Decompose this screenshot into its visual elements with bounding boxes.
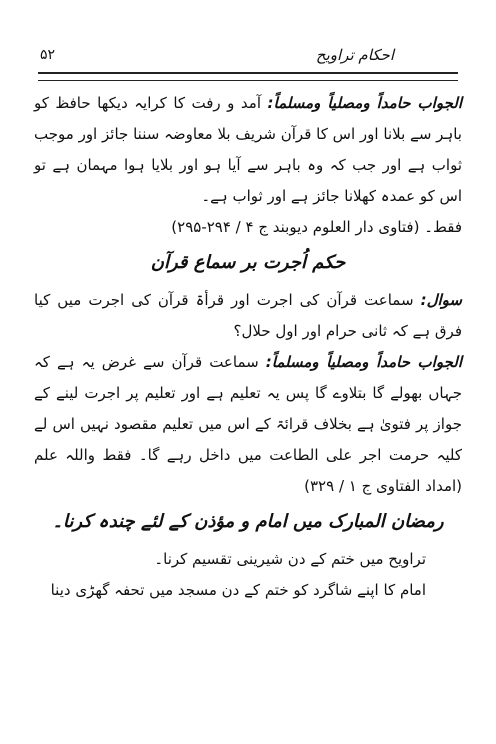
- answer-lead: الجواب حامداً ومصلیاً ومسلماً:: [267, 94, 462, 112]
- section-heading: رمضان المبارک میں امام و مؤذن کے لئے چندہ کرنا۔: [52, 511, 444, 532]
- running-title: احکام تراویح: [315, 46, 394, 64]
- header-rule: [38, 72, 458, 81]
- question-text: سماعت قرآن کی اجرت اور قرأۃ قرآن کی اجرت میں کیا فرق ہے کہ ثانی حرام اور اول حلال؟: [34, 291, 462, 340]
- page-header: [40, 46, 456, 68]
- page-number: ۵۲: [40, 47, 56, 63]
- section-heading: حکم اُجرت بر سماع قرآن: [150, 252, 346, 273]
- reference-citation: فقط۔ (فتاوی دار العلوم دیوبند ج ۴ / ۲۹۴-۲۹۵): [171, 218, 462, 236]
- answer-text: سماعت قرآن سے غرض یہ ہے کہ جہاں بھولے گا بتلاوے گا پس یہ تعلیم ہے اور تعلیم پر اجرت لینے کے جواز پر فتویٰ ہے بخلاف قرائۃ کے اس میں تعلیم مقصود نہیں اس لے کلیہ حرمت اجر علی الطاعت میں داخل رہے گا۔ فقط واللہ علم (امداد الفتاوی ج ۱ / ۳۲۹): [34, 353, 462, 495]
- answer-lead: الجواب حامداً ومصلیاً ومسلماً:: [265, 353, 462, 371]
- answer-text: آمد و رفت کا کرایہ دیکھا حافظ کو باہر سے بلانا اور اس کا قرآن شریف بلا معاوضہ سننا جائز اور موجب ثواب ہے اور جب کہ وہ باہر سے آیا ہو اور بلایا ہوا مہمان ہے تو اس کو عمدہ کھلانا جائز ہے اور ثواب ہے۔: [34, 94, 462, 205]
- question-paragraph: [34, 285, 462, 347]
- topic-line: تراویح میں ختم کے دن شیرینی تقسیم کرنا۔: [154, 550, 426, 568]
- answer-paragraph-2: [34, 347, 462, 502]
- question-lead: سوال:: [420, 291, 462, 309]
- page-body: [34, 88, 462, 606]
- answer-paragraph-1: [34, 88, 462, 243]
- topic-line: امام کا اپنے شاگرد کو ختم کے دن مسجد میں تحفہ گھڑی دینا: [50, 581, 426, 599]
